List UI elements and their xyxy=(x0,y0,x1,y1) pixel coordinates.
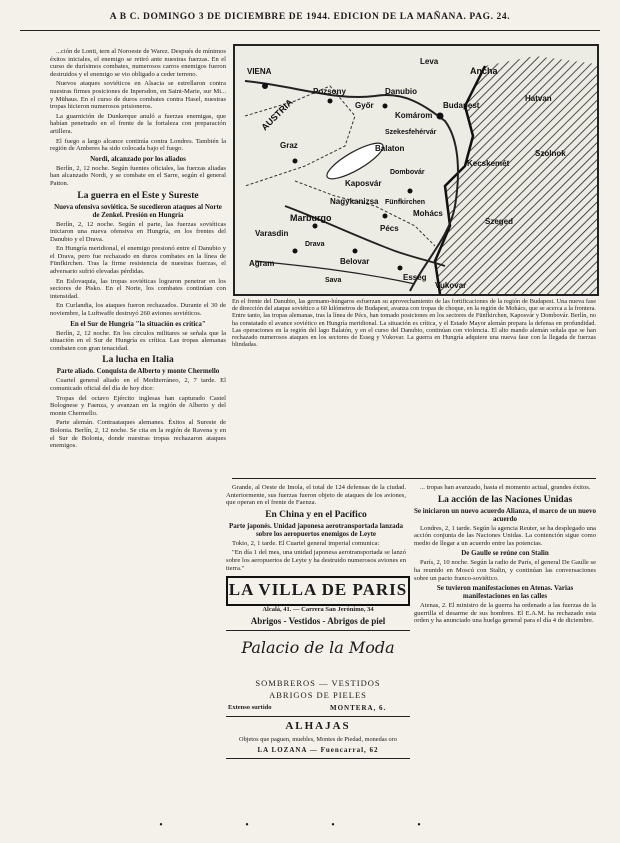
map-label: Győr xyxy=(355,101,374,110)
paragraph: ... tropas han avanzado, hasta el momento actual, grandes éxitos. xyxy=(420,484,591,491)
map-figure xyxy=(235,46,597,294)
paragraph: "En día 1 del mes, una unidad japonesa aerotransportada se lanzó sobre los aeropuertos de Leyte y ha destruido numerosos aviones en tierra." xyxy=(226,549,406,572)
paragraph: Londres, 2, 1 tarde. Según la agencia Reuter, se ha desplegado una acción conjunta de las Naciones Unidas. La contención sigue como medio de llegar a un acuerdo entre las potencias. xyxy=(414,524,596,547)
map-label: Mohács xyxy=(413,209,443,218)
city-dot xyxy=(383,104,388,109)
subheading: Se iniciaron un nuevo acuerdo Alianza, el marco de un nuevo acuerdo xyxy=(414,506,596,523)
map-label: Nagykanizsa xyxy=(330,197,379,206)
map-label: Esseg xyxy=(403,273,427,282)
map-label: Drava xyxy=(305,241,325,248)
section-heading: La acción de las Naciones Unidas xyxy=(437,494,573,505)
map-label: Budapest xyxy=(443,101,480,110)
map-label: Szeged xyxy=(485,217,514,226)
ad-rule xyxy=(226,758,410,759)
map-label: Hatvan xyxy=(525,94,552,103)
left-column xyxy=(50,48,226,818)
city-dot xyxy=(398,266,403,271)
paragraph: Tokio, 2, 1 tarde. El Cuartel general imperial comunica: xyxy=(232,539,380,547)
paragraph: En Curlandia, los ataques fueron rechazados. Durante el 30 de noviembre, la Luftwaffe destruyó 260 aviones soviéticos. xyxy=(50,302,226,318)
map-label: Agram xyxy=(249,259,275,268)
city-dot xyxy=(262,83,268,89)
subheading: Nordi, alcanzado por los aliados xyxy=(90,154,186,163)
subheading: Nueva ofensiva soviética. Se sucedieron ataques al Norte de Zenkel. Presión en Hungría xyxy=(54,202,222,219)
ad-palacio-moda-logo: Palacio de la Moda xyxy=(241,638,395,657)
ad-rule xyxy=(226,630,410,631)
paragraph: Tropas del octavo Ejército inglesas han capturado Castel Bolognese y Faenza, y avanzan en la región de Alberto y del monte Chermello. xyxy=(50,394,226,417)
middle-column xyxy=(226,484,406,574)
map-label: AUSTRIA xyxy=(259,97,295,133)
paragraph: París, 2, 10 noche. Según la radio de París, el general De Gaulle se ha reunido en Moscú con Stalin, y continúan las conversaciones sobre un pacto franco-soviético. xyxy=(414,559,596,582)
paragraph: El fuego a largo alcance continúa contra Londres. También la región de Amberes ha sido colocada bajo el fuego. xyxy=(50,137,226,153)
war-map xyxy=(233,44,599,296)
soviet-front-area xyxy=(435,56,597,294)
city-dot xyxy=(383,214,388,219)
ad-alhajas-title: ALHAJAS xyxy=(285,720,351,732)
map-label: VIENA xyxy=(247,67,272,76)
paragraph: Berlín, 2, 12 noche. En los círculos militares se señala que la situación en el Sur de Hungría es crítica. Las tropas alemanas combaten con gran tenacidad. xyxy=(50,329,226,352)
subheading: En el Sur de Hungría "la situación es crítica" xyxy=(70,319,206,328)
right-column xyxy=(414,484,596,814)
ad-line: Extenso surtido xyxy=(228,704,272,711)
map-label: Sava xyxy=(325,277,342,284)
section-heading: La guerra en el Este y Sureste xyxy=(77,190,199,201)
paragraph: Grande, al Oeste de Imola, el total de 124 defensas de la ciudad. Anteriormente, sus fuerzas fueron objeto de ataques de los aviones, que operan en el frente de Faenza. xyxy=(226,484,406,507)
city-dot xyxy=(313,224,318,229)
map-label: Fünfkirchen xyxy=(385,199,426,206)
ad-address: Alcalá, 41. — Carrera San Jerónimo, 34 xyxy=(262,606,374,613)
footer-marks: • • • • xyxy=(159,820,461,831)
map-label: Danubio xyxy=(385,87,417,96)
ad-villa-de-paris-title: LA VILLA DE PARIS xyxy=(226,576,410,606)
subheading: De Gaulle se reúne con Stalin xyxy=(461,549,549,558)
city-dot xyxy=(353,249,358,254)
paragraph: ...ción de Lonti, tern al Noroeste de Warez. Después de mínimos éxitos iniciales, el enemigo se retiró ante nuestras fuerzas. En el curso de durísimos combates, numerosos carros enemigos fueron destruidos y el enemigo se vio obligado a ceder terreno. xyxy=(50,48,226,78)
paragraph: La guarnición de Dunkerque anuló a fuerzas enemigas, que habían penetrado en el frente de la fortaleza con preparación artillera. xyxy=(50,112,226,135)
subheading: Parte japonés. Unidad japonesa aerotransportada lanzada sobre los aeropuertos enemigos de Leyte xyxy=(228,521,404,538)
subheading: Parte aliado. Conquista de Alberto y monte Chermello xyxy=(56,367,220,376)
paragraph: En Eslovaquia, las tropas soviéticas lograron penetrar en los sectores de Pisko. En el Norte, los combates continúan con intensidad. xyxy=(50,277,226,300)
header-rule xyxy=(20,30,600,31)
ad-line: MONTERA, 6. xyxy=(330,704,387,712)
paragraph: Berlín, 2, 12 noche. Según el parte, las fuerzas soviéticas iniciaron una nueva ofensiva en Hungría, en los frentes del Danubio y el Drava. xyxy=(50,220,226,243)
city-dot xyxy=(408,189,413,194)
map-label: Varasdin xyxy=(255,229,289,238)
ad-line: ABRIGOS DE PIELES xyxy=(269,690,367,700)
ad-line: Objetos que paguen, muebles, Montes de Piedad, monedas oro xyxy=(239,736,397,743)
map-label: Dombovár xyxy=(390,169,425,176)
subheading: Se tuvieron manifestaciones en Atenas. Varias manifestaciones en las calles xyxy=(436,584,574,601)
ad-line: SOMBREROS — VESTIDOS xyxy=(255,678,381,688)
page-header: A B C. DOMINGO 3 DE DICIEMBRE DE 1944. EDICION DE LA MAÑANA. PAG. 24. xyxy=(109,12,511,22)
paragraph: Nuevos ataques soviéticos en Alsacia se estrellaron contra nuestras firmes posiciones de Inpersdon, en Saint-Marie, sur Mi... y Mühaus. En el curso de duros combates contra Hasel, nuestras tropas hicieron numerosos prisioneros. xyxy=(50,80,226,111)
map-label: Szolnok xyxy=(535,149,566,158)
paragraph: Berlín, 2, 12 noche. Según fuentes oficiales, las fuerzas aliadas han alcanzado Nordi, y se combate en el Sarre, según el general Patton. xyxy=(50,164,226,187)
map-label: Pécs xyxy=(380,224,399,233)
map-label: Marburgo xyxy=(290,213,332,223)
map-label: Balaton xyxy=(375,144,405,153)
map-label: Graz xyxy=(280,141,298,150)
paragraph: Parte alemán. Contraataques alemanes. Éxitos al Sureste de Bolonia. Berlín, 2, 12 noche. Se cita en la región de Ravena y en el Sur de Bolonia, donde nuestras tropas rechazaron ataques enemigos. xyxy=(50,419,226,450)
city-dot xyxy=(437,113,444,120)
paragraph: En Hungría meridional, el enemigo presionó entre el Danubio y el Drava, pero fue rechazado en duros combates en la línea de Fünfkirchen. Tras la firme resistencia de nuestras fuerzas, el adversario sufrió elevadas pérdidas. xyxy=(50,245,226,276)
ad-rule xyxy=(226,716,410,717)
section-heading: La lucha en Italia xyxy=(102,355,174,366)
map-label: Pozsony xyxy=(313,87,346,96)
map-label: Leva xyxy=(420,57,439,66)
map-label: Szekesfehérvár xyxy=(385,129,437,136)
paragraph: Atenas, 2. El ministro de la guerra ha ordenado a las fuerzas de la guerrilla el desarme de sus hombres. El E.A.M. ha rechazado esta orden y ha anunciado una huelga general para el día 4 de diciembre. xyxy=(414,602,596,625)
map-label: Belovar xyxy=(340,257,370,266)
ad-items: Abrigos - Vestidos - Abrigos de piel xyxy=(250,616,386,626)
map-label: Kecskemét xyxy=(467,159,510,168)
map-label: Ancha xyxy=(470,66,498,76)
city-dot xyxy=(293,159,298,164)
map-label: Komárom xyxy=(395,111,433,120)
city-dot xyxy=(328,99,333,104)
city-dot xyxy=(293,249,298,254)
map-label: Kaposvár xyxy=(345,179,382,188)
section-rule xyxy=(232,478,596,479)
paragraph: Cuartel general aliado en el Mediterráneo, 2, 7 tarde. El comunicado oficial del día de hoy dice: xyxy=(50,377,226,392)
ad-line: LA LOZANA — Fuencarral, 62 xyxy=(257,746,379,754)
map-caption: En el frente del Danubio, las germano-húngaros esfuerzan su aprovechamiento de las fortificaciones de la región de Budapest. Una nueva fase de dirección del ataque soviético a 60 kilómetros de Budapest, avanza con tropas de choque, en la región de Mohács, que se acerca a la frontera. Entre tanto, las tropas alemanas, tras la línea de Pécs, han tomado posiciones en los sectores de Fünfkirchen, Kaposvár y Dombovár. Berlín, no ha constatado el avance soviético en Hungría meridional. La situación es crítica, y el Estado Mayor alemán prepara la defensa en profundidad. Las operaciones en la región del lago Balatón, y en el curso del Danubio, continúan con violencia. El alto mando alemán señala que se han rechazado numerosos ataques en los sectores de Esseg y Vukovar. La guerra en Hungría adquiere una nueva fase con la llegada de fuerzas blindadas. xyxy=(232,298,596,349)
section-heading: En China y en el Pacífico xyxy=(265,509,367,520)
map-label: Vukovar xyxy=(435,281,467,290)
